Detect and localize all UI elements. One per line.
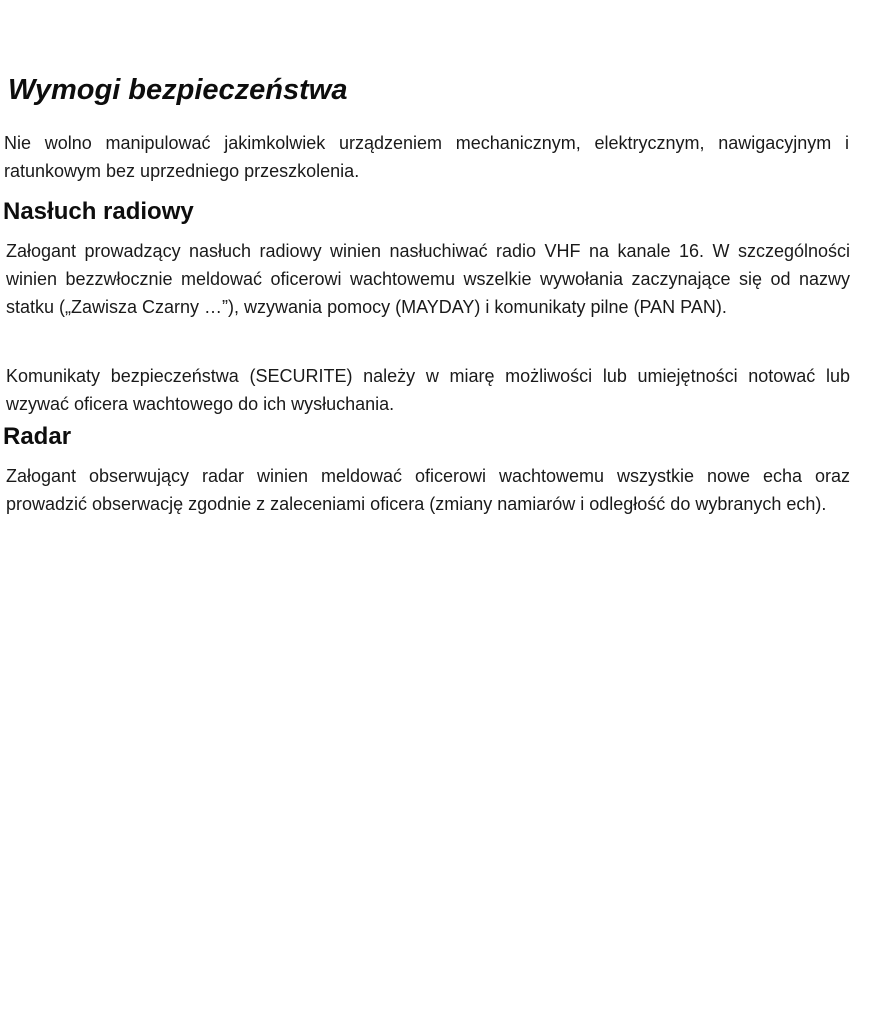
- intro-paragraph: Nie wolno manipulować jakimkolwiek urządzeniem mechanicznym, elektrycznym, nawigacyjnym i ratunkowym bez uprzedniego przeszkolenia.: [4, 133, 849, 181]
- section-heading-radio: Nasłuch radiowy: [3, 198, 194, 225]
- section-heading-radar: Radar: [3, 423, 72, 450]
- radar-paragraph: Załogant obserwujący radar winien meldować oficerowi wachtowemu wszystkie nowe echa oraz prowadzić obserwację zgodnie z zaleceniami oficera (zmiany namiarów i odległość do wybranych ech).: [6, 466, 850, 514]
- radio-paragraph-2: Komunikaty bezpieczeństwa (SECURITE) należy w miarę możliwości lub umiejętności notować lub wzywać oficera wachtowego do ich wysłuchania.: [6, 366, 850, 414]
- radio-paragraph-1: Załogant prowadzący nasłuch radiowy winien nasłuchiwać radio VHF na kanale 16. W szczególności winien bezzwłocznie meldować oficerowi wachtowemu wszelkie wywołania zaczynające się od nazwy statku („Zawisza Czarny …”), wzywania pomocy (MAYDAY) i komunikaty pilne (PAN PAN).: [6, 241, 850, 317]
- document-title: Wymogi bezpieczeństwa: [8, 74, 348, 106]
